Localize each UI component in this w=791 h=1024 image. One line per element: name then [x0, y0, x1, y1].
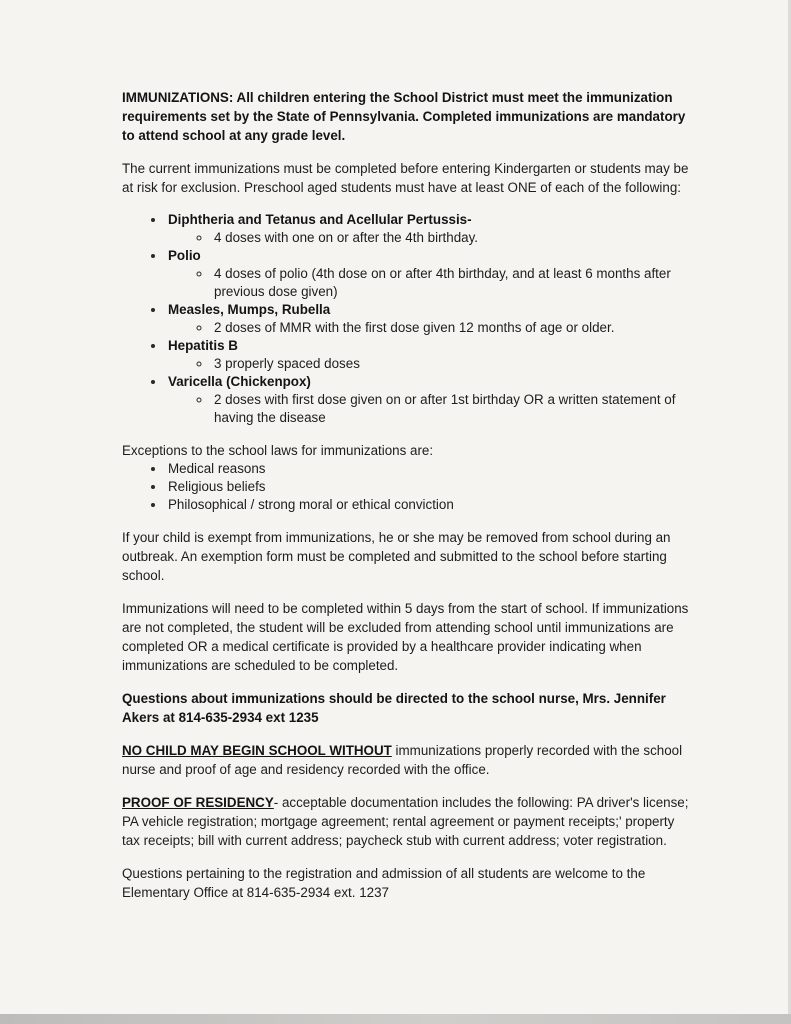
vaccine-name: Measles, Mumps, Rubella [168, 302, 331, 317]
vaccine-item-polio [166, 247, 689, 301]
no-child-heading: NO CHILD MAY BEGIN SCHOOL WITHOUT [122, 743, 392, 758]
current-immunizations-paragraph: The current immunizations must be completed before entering Kindergarten or students may be at risk for exclusion. Preschool aged students must have at least ONE of each of the following: [122, 161, 689, 195]
vaccine-detail-list [168, 265, 689, 301]
five-days-paragraph: Immunizations will need to be completed within 5 days from the start of school. If immunizations are not completed, the student will be excluded from attending school until immunizations are completed OR a medical certificate is provided by a healthcare provider indicating when immunizations are scheduled to be completed. [122, 601, 689, 673]
vaccine-detail: ◦ 3 properly spaced doses [212, 355, 689, 373]
residency-paragraph [122, 793, 689, 850]
vaccine-item-varicella [166, 373, 689, 427]
vaccine-item-hepb [166, 337, 689, 373]
exception-item: • Medical reasons [166, 460, 689, 478]
vaccine-detail-list [168, 229, 689, 247]
vaccine-detail-list [168, 391, 689, 427]
vaccine-name: Polio [168, 248, 201, 263]
vaccine-name: Hepatitis B [168, 338, 238, 353]
vaccine-detail: ◦ 2 doses with first dose given on or after 1st birthday OR a written statement of having the disease [212, 391, 689, 427]
residency-text: - acceptable documentation includes the following: PA driver's license; PA vehicle registration; mortgage agreement; rental agreement or payment receipts;' property tax receipts; bill with current address; paycheck stub with current address; voter registration. [122, 795, 689, 848]
exemption-paragraph: If your child is exempt from immunizations, he or she may be removed from school during an outbreak. An exemption form must be completed and submitted to the school before starting school. [122, 530, 671, 583]
no-child-text: immunizations properly recorded with the school nurse and proof of age and residency recorded with the office. [122, 743, 683, 777]
vaccine-detail: ◦ 4 doses with one on or after the 4th birthday. [212, 229, 689, 247]
vaccine-name: Varicella (Chickenpox) [168, 374, 311, 389]
immunizations-heading-paragraph: IMMUNIZATIONS: All children entering the School District must meet the immunization requirements set by the State of Pennsylvania. Completed immunizations are mandatory to attend school at any grade level. [122, 90, 686, 143]
vaccine-detail-list [168, 355, 689, 373]
vaccine-name: Diphtheria and Tetanus and Acellular Pertussis- [168, 212, 472, 227]
exception-item: • Religious beliefs [166, 478, 689, 496]
residency-heading: PROOF OF RESIDENCY [122, 795, 274, 810]
scan-bottom-edge [0, 1014, 791, 1024]
closing-paragraph: Questions pertaining to the registration and admission of all students are welcome to the Elementary Office at 814-635-2934 ext. 1237 [122, 866, 646, 900]
vaccine-detail-list [168, 319, 689, 337]
vaccine-item-mmr [166, 301, 689, 337]
no-child-paragraph [122, 741, 689, 779]
nurse-contact-paragraph: Questions about immunizations should be directed to the school nurse, Mrs. Jennifer Akers at 814-635-2934 ext 1235 [122, 691, 666, 725]
vaccine-requirements-list [122, 211, 689, 427]
vaccine-item-dtap [166, 211, 689, 247]
exceptions-list [122, 460, 689, 514]
vaccine-detail: ◦ 4 doses of polio (4th dose on or after 4th birthday, and at least 6 months after previous dose given) [212, 265, 689, 301]
vaccine-detail: ◦ 2 doses of MMR with the first dose given 12 months of age or older. [212, 319, 689, 337]
exception-item: • Philosophical / strong moral or ethical conviction [166, 496, 689, 514]
exceptions-intro-paragraph: Exceptions to the school laws for immunizations are: [122, 443, 434, 458]
